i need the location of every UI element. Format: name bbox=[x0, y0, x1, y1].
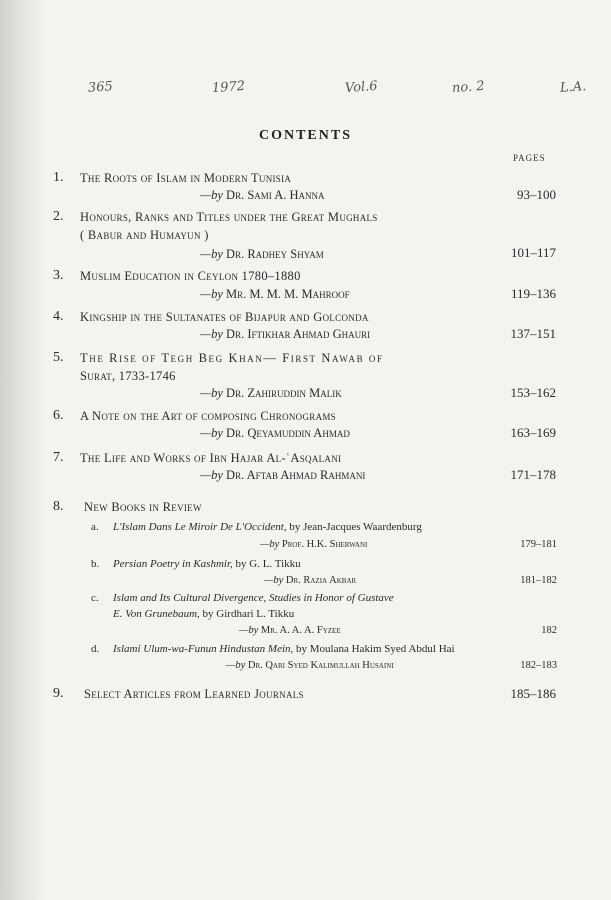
entry-author: —by Dr. Qeyamuddin Ahmad bbox=[200, 426, 350, 440]
entry-number: 4. bbox=[53, 309, 64, 324]
review-pages: 179–181 bbox=[520, 539, 557, 550]
entry-author: —by Dr. Zahiruddin Malik bbox=[200, 386, 342, 400]
entry-number: 1. bbox=[53, 170, 64, 185]
entry-title: The Roots of Islam in Modern Tunisia bbox=[80, 171, 292, 185]
reviewer: —by Dr. Qari Syed Kalimullah Husaini bbox=[226, 660, 394, 671]
page-title: CONTENTS bbox=[258, 128, 353, 143]
handwritten-note: 1972 bbox=[211, 78, 246, 97]
entry-number: 7. bbox=[53, 450, 64, 465]
entry-title: Select Articles from Learned Journals bbox=[84, 687, 304, 701]
entry-pages: 137–151 bbox=[510, 326, 556, 341]
entry-number: 6. bbox=[53, 408, 64, 423]
handwritten-note: L.A. bbox=[559, 79, 587, 96]
entry-pages: 185–186 bbox=[510, 686, 556, 701]
review-letter: d. bbox=[91, 643, 100, 655]
entry-title-cont: Surat, 1733-1746 bbox=[80, 369, 176, 383]
entry-author: —by Dr. Aftab Ahmad Rahmani bbox=[200, 468, 366, 482]
reviewer: —by Mr. A. A. A. Fyzee bbox=[239, 625, 341, 636]
entry-title: Muslim Education in Ceylon 1780–1880 bbox=[80, 269, 301, 283]
entry-pages: 101–117 bbox=[510, 245, 556, 260]
entry-title: Honours, Ranks and Titles under the Great Mughals bbox=[80, 210, 378, 224]
review-letter: b. bbox=[91, 558, 100, 570]
section-title: New Books in Review bbox=[84, 500, 202, 514]
review-title: L'Islam Dans Le Miroir De L'Occident, by Jean-Jacques Waardenburg bbox=[113, 521, 422, 533]
reviewer: —by Dr. Razia Akbar bbox=[264, 575, 357, 586]
entry-author: —by Mr. M. M. M. Mahroof bbox=[200, 287, 350, 301]
entry-title: The Rise of Tegh Beg Khan— First Nawab of bbox=[80, 351, 384, 365]
review-pages: 181–182 bbox=[520, 575, 557, 586]
entry-number: 8. bbox=[53, 499, 64, 514]
handwritten-note: no. 2 bbox=[451, 78, 485, 97]
pages-column-header: PAGES bbox=[513, 153, 546, 163]
review-letter: a. bbox=[91, 521, 99, 533]
entry-author: —by Dr. Radhey Shyam bbox=[200, 247, 324, 261]
entry-author: —by Dr. Sami A. Hanna bbox=[200, 188, 325, 202]
entry-title: The Life and Works of Ibn Hajar Al-ʿAsqalani bbox=[80, 451, 342, 465]
review-title: Islami Ulum-wa-Funun Hindustan Mein, by Moulana Hakim Syed Abdul Hai bbox=[113, 643, 455, 655]
entry-number: 5. bbox=[53, 350, 64, 365]
review-pages: 182 bbox=[541, 625, 557, 636]
entry-pages: 163–169 bbox=[510, 425, 556, 440]
review-title: Islam and Its Cultural Divergence, Studies in Honor of Gustave bbox=[113, 592, 394, 604]
review-letter: c. bbox=[91, 592, 99, 604]
handwritten-note: 365 bbox=[87, 79, 114, 96]
entry-author: —by Dr. Iftikhar Ahmad Ghauri bbox=[200, 327, 371, 341]
handwritten-note: Vol.6 bbox=[344, 78, 379, 97]
review-pages: 182–183 bbox=[520, 660, 557, 671]
review-title-cont: E. Von Grunebaum, by Girdhari L. Tikku bbox=[113, 608, 295, 620]
entry-number: 9. bbox=[53, 686, 64, 701]
entry-pages: 153–162 bbox=[510, 385, 556, 400]
entry-pages: 119–136 bbox=[510, 286, 556, 301]
entry-title: Kingship in the Sultanates of Bijapur and Golconda bbox=[80, 310, 369, 324]
reviewer: —by Prof. H.K. Sherwani bbox=[260, 539, 368, 550]
entry-number: 3. bbox=[53, 268, 64, 283]
review-title: Persian Poetry in Kashmir, by G. L. Tikku bbox=[113, 558, 301, 570]
entry-title: A Note on the Art of composing Chronograms bbox=[80, 409, 336, 423]
entry-number: 2. bbox=[53, 209, 64, 224]
entry-pages: 171–178 bbox=[510, 467, 556, 482]
entry-title-cont: ( Babur and Humayun ) bbox=[80, 228, 209, 242]
entry-pages: 93–100 bbox=[517, 187, 556, 202]
